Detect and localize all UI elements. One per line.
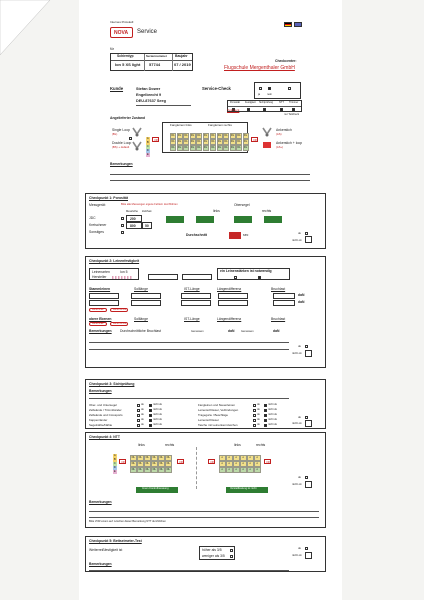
opt-trimmer: Trimmer	[289, 101, 299, 104]
cp3-left-nicht-ok-radio[interactable]	[149, 409, 152, 412]
cp1-average-value	[229, 232, 241, 239]
cp1-messhoehe-1[interactable]	[126, 215, 142, 222]
cp5-ok: ok	[298, 546, 301, 550]
cp4-links-right: links	[234, 443, 241, 447]
cp2-stamm-select-2[interactable]	[89, 300, 119, 306]
service-nein-checkbox[interactable]	[268, 87, 271, 90]
cp2-bruchlast-2: Bruchlast	[271, 317, 286, 321]
cp3-right-ok-radio[interactable]	[253, 414, 256, 417]
opt-ntt: NTT	[279, 101, 284, 104]
cp4-btn-left-text: Innen Kontrollmessung	[142, 487, 169, 491]
cp2-ja-checkbox[interactable]	[234, 276, 237, 279]
cp3-left-ok-radio[interactable]	[137, 414, 140, 417]
cp1-obersegel: Obersegel	[234, 203, 250, 207]
customer-street: Engelbrecht 9	[136, 93, 162, 97]
cp4-note: Bitte VOR einem auf: Löschen dieser Bemerkung NTT durchführen	[89, 520, 166, 523]
cp2-unit-1: daN	[298, 293, 305, 297]
cp2-ist-1[interactable]	[181, 293, 211, 299]
cp4-ok-badge-mid	[177, 459, 184, 464]
ankerstich-loop-sub: (AS+)	[276, 145, 284, 149]
cp3-ok-checkbox[interactable]	[305, 416, 308, 419]
cp2-pill-d[interactable]	[110, 322, 128, 326]
document-page	[79, 0, 342, 600]
cp2-bemerkungen: Bemerkungen	[89, 329, 112, 333]
cp3-title: Checkpunkt 3: Sichtprüfung	[89, 382, 135, 386]
cp3-right-ok-radio[interactable]	[253, 419, 256, 422]
cp4-nicht-ok-checkbox[interactable]	[305, 481, 312, 488]
cp2-soll-1[interactable]	[131, 293, 161, 299]
cp3-right-item: Leinenschlösser	[198, 418, 219, 422]
cp5-title: Checkpunkt 5: Bettseimeter-Test	[89, 539, 142, 543]
cp5-bemerkungen: Bemerkungen	[89, 562, 112, 566]
cp4-tag-d: D	[113, 465, 116, 469]
col-year: Baujahr	[175, 54, 188, 58]
cp1-row-jdc: JDC	[89, 216, 96, 220]
cp4-ok-right: OK	[210, 459, 215, 464]
cp1-row-kretschmer: Kretschmer	[89, 223, 107, 227]
cp2-leinenstaerke: ein Leinenstärken ist notwendig	[220, 269, 272, 273]
cp4-tag-c: C	[113, 461, 116, 465]
fl-links-label: Fangleinen links	[170, 123, 192, 127]
cp2-unit-4: daN	[273, 329, 280, 333]
fl-rechts-label: Fangleinen rechts	[208, 123, 232, 127]
cp3-left-nicht-ok-label: nicht ok	[153, 403, 162, 406]
cp5-options-box	[199, 546, 235, 560]
checkcenter-name: Flugschule Mergenthaler GmbH	[224, 65, 295, 71]
nova-logo	[110, 27, 133, 38]
cp4-tag-a: A	[113, 453, 116, 457]
cp3-left-item: Zellwände / Trimmbänder	[89, 408, 122, 412]
cp1-cell-2	[196, 216, 214, 223]
cp4-ok: ok	[298, 475, 301, 479]
row-tag-d: D	[146, 148, 149, 152]
cp3-left-ok-label: ok	[141, 403, 144, 406]
header-title: Service	[137, 29, 158, 35]
cp3-right-ok-radio[interactable]	[253, 424, 256, 427]
double-loop-label: Double Loop	[112, 141, 132, 145]
cp4-ok-left: OK	[121, 459, 126, 464]
cp2-pill-d-text: Leine rechts	[113, 322, 127, 326]
col-schirmtyp: Schirmtyp	[117, 54, 134, 58]
cp2-laengendifferenz: Längendifferenz	[217, 287, 242, 291]
cp2-ist-2[interactable]	[181, 300, 211, 306]
cp3-right-item: Tragegurte / Beschläge	[198, 413, 228, 417]
cp4-grid-right: o o o o o o o o o o o o o o o o o o	[219, 455, 261, 473]
cp2-leinenstaerke-box	[217, 268, 290, 280]
cp2-gemessen-1: Gemessen	[191, 330, 204, 333]
cp3-right-nicht-ok-label: nicht ok	[268, 423, 277, 426]
cp3-right-nicht-ok-label: nicht ok	[268, 413, 277, 416]
cp1-zeit[interactable]	[142, 222, 152, 229]
checkpoint-4	[85, 432, 326, 528]
cp4-btn-right-text: Verstellfestung ist nicht	[230, 487, 257, 491]
cp4-links-left: links	[138, 443, 145, 447]
checkpoint-1	[85, 193, 326, 249]
cp2-title: Checkpunkt 2: Leinenfestigkeit	[89, 259, 140, 263]
checkpoint-5	[85, 536, 326, 572]
cp1-col-zeit: Zeit/Sek	[142, 210, 152, 213]
cp4-ok-badge-far	[264, 459, 271, 464]
cp4-btn-left[interactable]	[136, 487, 178, 493]
single-loop-sub: (BL)	[112, 132, 118, 136]
flag-de-icon[interactable]	[284, 22, 292, 27]
cp3-left-ok-radio[interactable]	[137, 419, 140, 422]
cp3-left-nicht-ok-label: nicht ok	[153, 418, 162, 421]
cp1-value-3: 50	[145, 223, 149, 228]
cp3-left-ok-radio[interactable]	[137, 424, 140, 427]
cp3-left-ok-label: ok	[141, 413, 144, 416]
cp4-ok-mid: OK	[179, 459, 184, 464]
service-extra-checkbox[interactable]	[288, 87, 291, 90]
cp1-ok: ok	[298, 231, 301, 235]
cp1-ok-checkbox[interactable]	[305, 232, 308, 235]
cp3-right-nicht-ok-radio[interactable]	[264, 414, 267, 417]
cp1-row-sonstiges: Sonstiges	[89, 230, 104, 234]
opt-festigkeit: Festigkeit	[245, 101, 256, 104]
col-serial: Seriennummer	[146, 54, 168, 58]
cp1-durchschnitt: Durchschnitt	[186, 233, 207, 237]
cp2-stamm-select-1[interactable]	[89, 293, 119, 299]
cp2-diff-2[interactable]	[218, 300, 248, 306]
cp3-left-nicht-ok-radio[interactable]	[149, 424, 152, 427]
cp5-weniger-radio[interactable]	[230, 555, 233, 558]
cp3-right-item: Fangleinen und Steuerleinen	[198, 403, 235, 407]
service-ja-checkbox[interactable]	[259, 87, 262, 90]
opt-festigkeit-checkbox[interactable]	[247, 108, 250, 111]
cp3-left-nicht-ok-label: nicht ok	[153, 408, 162, 411]
cp2-unit-3: daN	[228, 329, 235, 333]
cp3-right-nicht-ok-radio[interactable]	[264, 404, 267, 407]
cp3-left-ok-label: ok	[141, 408, 144, 411]
cp5-hoeher-radio[interactable]	[230, 549, 233, 552]
opt-sicht-checkbox[interactable]	[263, 108, 266, 111]
cp2-durchschnitt: Durchschnittliche Bruchlast	[120, 329, 161, 333]
ok-right-badge	[251, 137, 258, 142]
cp2-bruchlast: Bruchlast	[271, 287, 286, 291]
ok-left-badge	[152, 137, 159, 142]
cp2-laengendifferenz-2: Längendifferenz	[217, 317, 242, 321]
val-serial: 57744	[149, 62, 161, 67]
bemerkungen-top: Bemerkungen	[110, 162, 133, 166]
cp3-left-ok-radio[interactable]	[137, 404, 140, 407]
cp1-cell-4	[264, 216, 282, 223]
cp4-bemerkungen: Bemerkungen	[89, 500, 112, 504]
cp3-right-ok-label: ok	[257, 423, 260, 426]
cp2-nein-checkbox[interactable]	[258, 276, 261, 279]
checkpoint-3	[85, 379, 326, 429]
cp2-input-1[interactable]	[148, 274, 178, 280]
cp2-unit-2: daN	[298, 300, 305, 304]
cp2-sollaenge-2: Solllänge	[134, 317, 148, 321]
service-check-title: Service-Check	[202, 86, 231, 91]
cp3-bemerkungen: Bemerkungen	[89, 389, 112, 393]
cp1-cell-3	[234, 216, 252, 223]
delivery-title: Angelieferter Zustand	[110, 116, 146, 120]
opt-trimmer-checkbox[interactable]	[292, 108, 295, 111]
cp3-left-item: Ober- und Untersegel	[89, 403, 117, 407]
cp3-left-ok-label: ok	[141, 418, 144, 421]
cp2-pill-b[interactable]	[110, 308, 128, 312]
cp1-sec: sec	[243, 233, 249, 237]
cp1-cell-1	[166, 216, 184, 223]
cp3-right-nicht-ok-label: nicht ok	[268, 408, 277, 411]
loop-diagram-icon	[131, 126, 143, 156]
row-tag-b: B	[146, 140, 149, 144]
ankerstich-label: Ankerstich	[276, 128, 292, 132]
flag-en-icon[interactable]	[294, 22, 302, 27]
customer-label: Kunde	[110, 86, 124, 91]
cp1-sonstiges-radio[interactable]	[121, 231, 124, 234]
cp2-pill-c[interactable]	[89, 322, 107, 326]
cp3-right-ok-label: ok	[257, 403, 260, 406]
cp4-grid-left: DL DL DL DL DL DL DL DL DL DL DL DL DL DL DL DL DL DL	[131, 456, 170, 471]
cp1-kretschmer-radio[interactable]	[121, 224, 124, 227]
nur-teilcheck-label: nur Teilcheck	[284, 113, 300, 116]
val-year: 07 / 2019	[174, 62, 191, 67]
nein-label: nein	[267, 93, 272, 96]
cp3-right-nicht-ok-radio[interactable]	[264, 419, 267, 422]
cp2-diff-1[interactable]	[218, 293, 248, 299]
customer-city: DEU-87637 Seeg	[136, 99, 166, 103]
val-schirmtyp: Ion 5 XS light	[115, 62, 141, 67]
logo-text: NOVA	[114, 29, 129, 36]
cp5-nicht-ok: nicht ok	[292, 553, 302, 557]
cp3-left-ok-label: ok	[141, 423, 144, 426]
cp3-right-item: Tasche mit Leinenkennzeichen	[198, 423, 238, 427]
opt-ntt-checkbox[interactable]	[280, 108, 283, 111]
cp1-value-1: 200	[130, 216, 136, 221]
cp2-pill-b-text: Leine rechts	[113, 308, 127, 312]
cp3-right-ok-label: ok	[257, 413, 260, 416]
cp2-ok: ok	[298, 344, 301, 348]
line-grid-frame	[162, 122, 248, 153]
cp1-note: Bitte alle Messungen eigene Fehlern durchführen	[121, 203, 178, 206]
cp3-left-nicht-ok-label: nicht ok	[153, 423, 162, 426]
cp2-nicht-ok-checkbox[interactable]	[305, 350, 312, 357]
cp3-left-item: Zellwände und Crossports	[89, 413, 123, 417]
cp1-nicht-ok-checkbox[interactable]	[305, 236, 312, 243]
cp3-right-nicht-ok-label: nicht ok	[268, 418, 277, 421]
cp2-gemessen-2: Gemessen	[241, 330, 254, 333]
cp4-nicht-ok: nicht ok	[292, 482, 302, 486]
cp1-rechts: rechts	[262, 209, 272, 213]
cp3-left-nicht-ok-radio[interactable]	[149, 414, 152, 417]
ok-left-text: OK	[154, 137, 159, 142]
cp4-tag-b: B	[113, 457, 116, 461]
cp2-pill-a-text: Leine linke	[92, 308, 104, 312]
cp3-left-item: Kappenränder	[89, 418, 108, 422]
cp2-istlaenge-2: IST-Länge	[184, 317, 200, 321]
cp1-value-2: 800	[130, 223, 136, 228]
cp4-ok-checkbox[interactable]	[305, 476, 308, 479]
cp1-messgeraet: Messgerät:	[89, 203, 106, 207]
cp2-istlaenge: IST-Länge	[184, 287, 200, 291]
cp2-stammleinen: Stammleinen	[89, 287, 111, 291]
ok-right-text: OK	[253, 137, 258, 142]
cp2-hersteller: Hersteller	[92, 274, 107, 279]
cp3-right-nicht-ok-radio[interactable]	[264, 409, 267, 412]
cp3-left-ok-radio[interactable]	[137, 409, 140, 412]
row-tag-a: A	[146, 136, 149, 140]
cp2-obere: obere Ebenen	[89, 317, 112, 321]
row-tag-c: C	[146, 144, 149, 148]
ja-label: ja	[258, 93, 261, 96]
ankerstich-sub: (AS)	[276, 132, 282, 136]
cp3-right-nicht-ok-label: nicht ok	[268, 403, 277, 406]
cp3-right-nicht-ok-radio[interactable]	[264, 424, 267, 427]
cp2-pill-a[interactable]	[89, 308, 107, 312]
glider-table	[110, 53, 193, 71]
cp2-pill-c-text: Leine linke	[92, 322, 104, 326]
cp3-right-ok-label: ok	[257, 418, 260, 421]
cp5-weiterreiss: Weiterreißfestigkeit ist	[89, 548, 123, 552]
cp5-ok-checkbox[interactable]	[305, 547, 308, 550]
cp3-left-nicht-ok-label: nicht ok	[153, 413, 162, 416]
cp2-ion: Ion 5	[120, 269, 128, 274]
cp3-left-item: Segelnähte/Nähte	[89, 423, 113, 427]
cp5-hoeher: höher als 3/5	[202, 548, 222, 552]
cp1-nicht-ok: nicht ok	[292, 238, 302, 242]
cp2-bruch-1[interactable]	[273, 293, 295, 299]
cp1-links: links	[213, 209, 220, 213]
for-label: für	[110, 47, 114, 51]
cp4-rechts-left: rechts	[165, 443, 175, 447]
page-fold-decoration	[0, 0, 70, 70]
cp2-sollaenge: Solllänge	[134, 287, 148, 291]
ankerstich-loop-label: Ankerstich + loop	[276, 141, 303, 145]
internal-label: Internes Protokoll	[110, 20, 134, 24]
checkpoint-2	[85, 256, 326, 368]
cp1-jdc-radio[interactable]	[121, 217, 124, 220]
single-loop-label: Single Loop	[112, 128, 130, 132]
double-loop-sub: (BS) + default	[112, 145, 130, 149]
anchor-diagram-icon	[261, 126, 273, 156]
cp2-leinenart-box	[89, 268, 139, 280]
cp4-rechts-right: rechts	[256, 443, 266, 447]
cp4-btn-right[interactable]	[226, 487, 268, 493]
cp1-messhoehe-2[interactable]	[126, 222, 142, 229]
cp3-left-nicht-ok-radio[interactable]	[149, 419, 152, 422]
cp3-right-item: Leinenschlösser, Verbindungen	[198, 408, 239, 412]
cp3-nicht-ok-checkbox[interactable]	[305, 420, 312, 427]
teilcheck-link[interactable]: Teilcheck	[227, 107, 240, 112]
cp1-title: Checkpunkt 1: Porosität	[89, 196, 128, 200]
opt-sichtpruefung: Sichtprüfung	[259, 101, 274, 104]
cp2-input-2[interactable]	[182, 274, 212, 280]
line-grid: DL DL DL DL DL DL DL DL DL DL DL DL DL DL DL DL DL DL	[171, 134, 208, 149]
cp3-nicht-ok: nicht ok	[292, 421, 302, 425]
customer-name: Stefan Dower	[136, 87, 161, 91]
cp3-right-ok-radio[interactable]	[253, 404, 256, 407]
opt-porositaet: Porosität	[230, 101, 240, 104]
cp3-right-ok-label: ok	[257, 408, 260, 411]
cp2-nicht-ok: nicht ok	[292, 351, 302, 355]
cp2-soll-2[interactable]	[131, 300, 161, 306]
cp4-ok-badge-left	[119, 459, 126, 464]
cp4-title: Checkpunkt 4: NTT	[89, 435, 120, 439]
cp2-ok-checkbox[interactable]	[305, 345, 308, 348]
cp4-tag-e: E	[113, 469, 116, 473]
cp3-ok: ok	[298, 415, 301, 419]
cp3-left-nicht-ok-radio[interactable]	[149, 404, 152, 407]
cp2-pattern-icon	[112, 276, 132, 279]
cp2-bruch-2[interactable]	[273, 300, 295, 306]
line-grid-right: DL DL DL DL DL DL DL DL DL DL DL DL DL DL DL DL DL DL	[211, 134, 248, 149]
service-option-box	[254, 82, 301, 99]
cp4-ok-far: OK	[266, 459, 271, 464]
cp2-leinenart: Leinenarten	[92, 269, 110, 274]
cp3-right-ok-radio[interactable]	[253, 409, 256, 412]
cp1-col-messhoehe: Messhöhe	[126, 210, 138, 213]
checkcenter-label: Checkcenter:	[275, 59, 297, 63]
row-tag-e: E	[146, 152, 149, 156]
cp5-weniger: weniger als 3/5	[202, 554, 225, 558]
cp4-ok-badge-right	[208, 459, 215, 464]
cp5-nicht-ok-checkbox[interactable]	[305, 552, 312, 559]
